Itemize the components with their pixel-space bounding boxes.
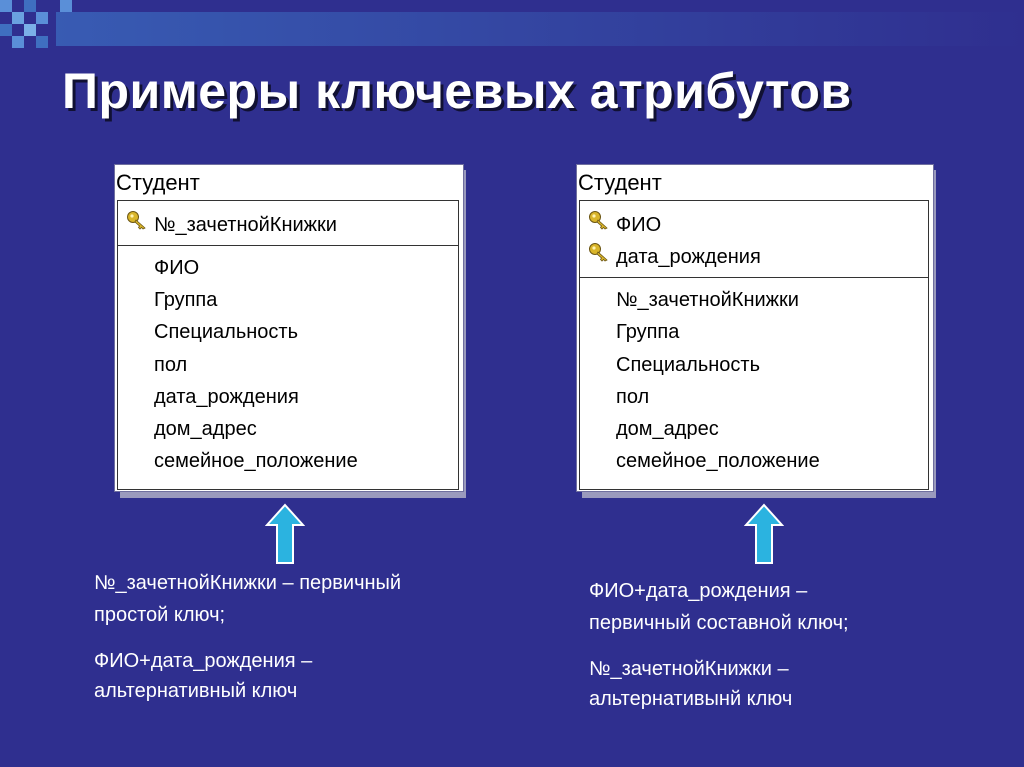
caption-right-line: альтернативынй ключ	[589, 688, 793, 710]
key-separator	[118, 245, 458, 246]
key-icon	[588, 210, 610, 230]
attribute: семейное_положение	[616, 450, 820, 472]
attribute: №_зачетнойКнижки	[616, 289, 799, 311]
attribute: пол	[154, 354, 188, 376]
attribute: дом_адрес	[616, 418, 719, 440]
key-icon	[588, 242, 610, 262]
entity-box-right	[576, 164, 936, 498]
caption-left-line: ФИО+дата_рождения –	[94, 650, 313, 672]
caption-right-line: первичный составной ключ;	[589, 612, 849, 634]
caption-left-line: №_зачетнойКнижки – первичный	[94, 572, 402, 594]
slide-title: Примеры ключевых атрибутов	[62, 63, 852, 119]
caption-right-line: ФИО+дата_рождения –	[589, 580, 808, 602]
entity-name: Студент	[116, 170, 200, 195]
arrow-up-icon	[265, 503, 305, 565]
attribute: Специальность	[616, 354, 760, 376]
key-icon	[126, 210, 148, 230]
attribute: пол	[616, 386, 650, 408]
key-attribute: дата_рождения	[616, 246, 761, 268]
attribute: Группа	[154, 289, 218, 311]
entity-attribute-panel	[579, 200, 929, 490]
decorative-header-bar	[0, 0, 1024, 60]
attribute: дом_адрес	[154, 418, 257, 440]
entity-name: Студент	[578, 170, 662, 195]
entity-box-left	[114, 164, 466, 498]
caption-left-line: простой ключ;	[94, 604, 226, 626]
key-separator	[580, 277, 928, 278]
key-attribute: ФИО	[616, 214, 662, 236]
caption-left-line: альтернативный ключ	[94, 680, 298, 702]
attribute: дата_рождения	[154, 386, 299, 408]
caption-right-line: №_зачетнойКнижки –	[589, 658, 789, 680]
key-attribute: №_зачетнойКнижки	[154, 214, 337, 236]
attribute: ФИО	[154, 257, 200, 279]
entity-attribute-panel	[117, 200, 459, 490]
attribute: семейное_положение	[154, 450, 358, 472]
attribute: Группа	[616, 321, 680, 343]
arrow-up-icon	[744, 503, 784, 565]
attribute: Специальность	[154, 321, 298, 343]
